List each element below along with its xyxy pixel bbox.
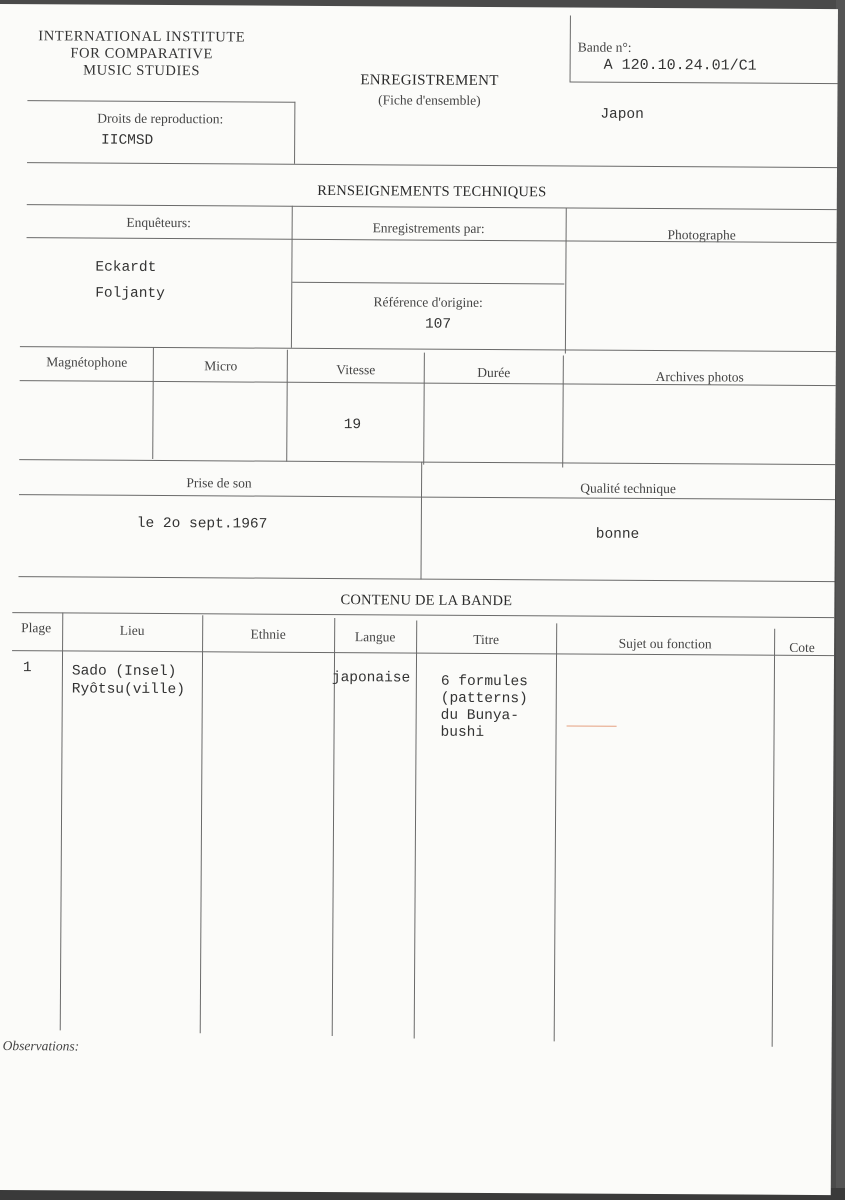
reference-top-border bbox=[292, 282, 564, 285]
droits-value: IICMSD bbox=[101, 132, 154, 149]
col-langue-header: Langue bbox=[354, 629, 396, 645]
prise-de-son-value: le 2o sept.1967 bbox=[136, 515, 268, 533]
enqueteur-2: Foljanty bbox=[95, 285, 165, 303]
reference-label: Référence d'origine: bbox=[373, 294, 483, 310]
duree-label: Durée bbox=[477, 364, 511, 381]
record-form-sheet bbox=[0, 4, 838, 1195]
bande-label: Bande n°: bbox=[577, 39, 632, 55]
row-titre bbox=[441, 674, 528, 743]
enregistrements-label: Enregistrements par: bbox=[372, 220, 485, 236]
scan-edge-right bbox=[836, 0, 845, 1200]
contenu-section-title: CONTENU DE LA BANDE bbox=[340, 592, 513, 610]
contenu-col-divider-2 bbox=[200, 615, 204, 1033]
enqueteurs-label: Enquêteurs: bbox=[126, 214, 191, 231]
contenu-col-divider-6 bbox=[772, 629, 776, 1047]
header-divider bbox=[27, 162, 837, 168]
droits-box-right-border bbox=[294, 102, 295, 164]
technique-section-title: RENSEIGNEMENTS TECHNIQUES bbox=[317, 182, 547, 201]
col-sujet-header: Sujet ou fonction bbox=[618, 635, 712, 652]
prise-col-divider bbox=[420, 462, 422, 580]
institute-line-2: FOR COMPARATIVE bbox=[70, 45, 214, 63]
photographe-label: Photographe bbox=[667, 227, 736, 243]
country-value: Japon bbox=[600, 106, 644, 123]
droits-box-top-border bbox=[27, 100, 295, 103]
contenu-col-divider-4 bbox=[414, 621, 418, 1039]
row-lieu-line-2: Ryôtsu(ville) bbox=[71, 681, 185, 699]
technique-header-divider bbox=[27, 204, 837, 210]
row-titre-line-4: bushi bbox=[440, 724, 485, 741]
vitesse-label: Vitesse bbox=[336, 362, 376, 378]
form-subtitle: (Fiche d'ensemble) bbox=[378, 92, 481, 108]
micro-label: Micro bbox=[204, 358, 238, 374]
mag-col-divider-2 bbox=[286, 350, 288, 462]
mag-col-divider-4 bbox=[562, 355, 564, 467]
enqueteur-1: Eckardt bbox=[95, 259, 157, 276]
col-titre-header: Titre bbox=[473, 631, 500, 648]
reference-value: 107 bbox=[424, 316, 452, 333]
row-plage: 1 bbox=[22, 660, 32, 677]
technique-bottom-divider bbox=[18, 576, 834, 582]
row-titre-line-1: 6 formules bbox=[440, 673, 528, 691]
magnetophone-label: Magnétophone bbox=[46, 354, 128, 370]
row-titre-line-2: (patterns) bbox=[440, 690, 528, 708]
institute-name bbox=[22, 28, 262, 80]
mag-col-divider-1 bbox=[152, 347, 154, 459]
institute-line-3: MUSIC STUDIES bbox=[83, 62, 201, 80]
prise-de-son-label: Prise de son bbox=[186, 475, 252, 491]
form-title: ENREGISTREMENT bbox=[360, 72, 499, 90]
col-lieu-header: Lieu bbox=[119, 622, 145, 638]
contenu-header-top-divider bbox=[12, 612, 834, 618]
red-pencil-mark bbox=[567, 725, 617, 726]
row-lieu bbox=[72, 662, 185, 699]
bande-box-bottom-border bbox=[570, 81, 838, 84]
observations-label: Observations: bbox=[2, 1038, 80, 1054]
col-ethnie-header: Ethnie bbox=[250, 626, 286, 642]
vitesse-value: 19 bbox=[343, 417, 362, 434]
qualite-technique-value: bonne bbox=[595, 526, 640, 543]
mag-bottom-divider bbox=[19, 459, 835, 465]
technique-mid-divider bbox=[20, 346, 836, 352]
contenu-col-divider-5 bbox=[554, 623, 558, 1041]
bande-value: A 120.10.24.01/C1 bbox=[603, 56, 757, 75]
archives-photos-label: Archives photos bbox=[655, 369, 744, 385]
row-titre-line-3: du Bunya- bbox=[440, 707, 520, 725]
row-lieu-line-1: Sado (Insel) bbox=[71, 663, 177, 681]
institute-line-1: INTERNATIONAL INSTITUTE bbox=[38, 28, 246, 46]
col-cote-header: Cote bbox=[789, 639, 815, 655]
droits-label: Droits de reproduction: bbox=[97, 110, 224, 127]
col-plage-header: Plage bbox=[21, 620, 52, 636]
qualite-technique-label: Qualité technique bbox=[580, 480, 676, 497]
contenu-col-divider-1 bbox=[60, 612, 64, 1030]
mag-col-divider-3 bbox=[423, 353, 425, 465]
row-langue: japonaise bbox=[331, 670, 411, 687]
bande-box-left-border bbox=[570, 15, 571, 81]
